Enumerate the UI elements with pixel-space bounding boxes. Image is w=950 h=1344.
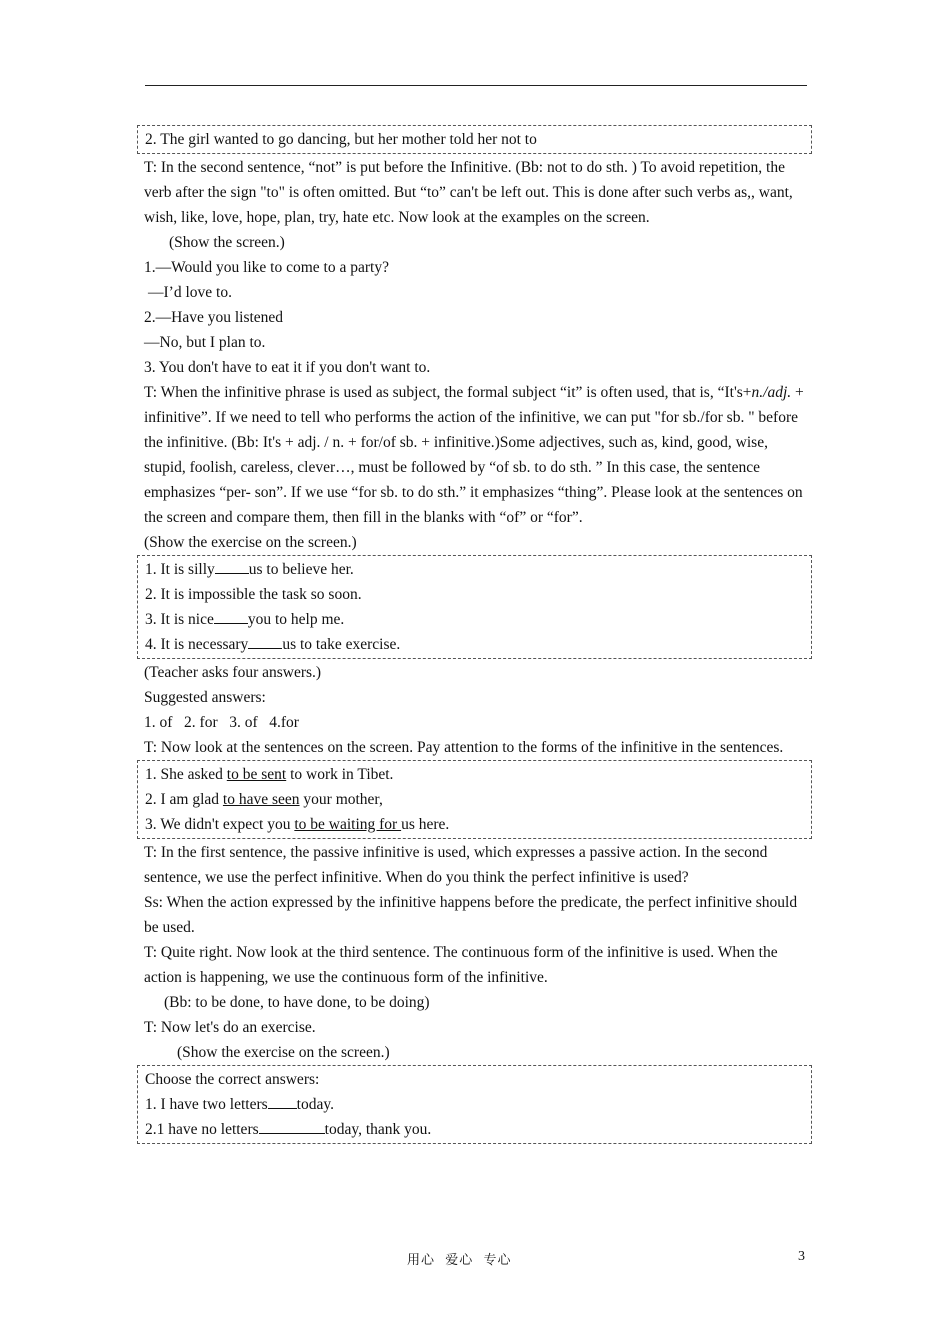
show-screen-note: (Show the screen.)	[169, 234, 285, 251]
paragraph-infinitive-not: T: In the second sentence, “not” is put before the Infinitive. (Bb: not to do sth. ) To avoid repetition, the verb after the sign "to" is often omitted. But “to” can't be left out. This is done after such verbs as,, want, wish, like, love, hope, plan, try, hate etc. Now look at the examples on the screen.	[144, 159, 793, 226]
paragraph-continuous: T: Quite right. Now look at the third sentence. The continuous form of the infinitive is used. When the action is happening, we use the continuous form of the infinitive.	[144, 944, 778, 986]
blank	[215, 559, 249, 574]
example-1-answer: —I’d love to.	[148, 284, 232, 301]
show-exercise-note-2: (Show the exercise on the screen.)	[177, 1044, 390, 1061]
exercise-line-3: 3. It is nice you to help me.	[145, 611, 345, 628]
blank	[214, 609, 248, 624]
paragraph-formal-subject: T: When the infinitive phrase is used as subject, the formal subject “it” is often used, that is, “It's+n./adj. + infinitive”. If we need to tell who performs the action of the infinitive, we can put "for sb./for sb. " before the infinitive. (Bb: It's + adj. / n. + for/of sb. + infinitive.)Some adjectives, such as, kind, good, wise, stupid, foolish, careless, clever…, must be followed by “of sb. to do sth. ” In this case, the sentence emphasizes “per- son”. If we use “for sb. to do sth.” it emphasizes “thing”. Please look at the sentences on the screen and compare them, then fill in the blanks with “of” or “for”.	[144, 384, 804, 526]
footer-motto: 用心 爱心 专心	[407, 1253, 512, 1268]
blank	[248, 634, 282, 649]
exercise-box-of-for	[137, 555, 812, 659]
blackboard-note: (Bb: to be done, to have done, to be doing)	[164, 994, 430, 1011]
paragraph-students-answer: Ss: When the action expressed by the infinitive happens before the predicate, the perfect infinitive should be used.	[144, 894, 798, 936]
example-2-answer: —No, but I plan to.	[144, 334, 266, 351]
forms-example-2: 2. I am glad to have seen your mother,	[145, 791, 383, 808]
paragraph-passive-perfect: T: In the first sentence, the passive infinitive is used, which expresses a passive action. In the second sentence, we use the perfect infinitive. When do you think the perfect infinitive is used?	[144, 844, 768, 886]
forms-example-1: 1. She asked to be sent to work in Tibet.	[145, 766, 394, 783]
example-box-1	[137, 125, 812, 154]
example-2-question: 2.—Have you listened	[144, 309, 284, 326]
blank	[268, 1094, 297, 1109]
choose-answers-box	[137, 1065, 812, 1144]
choose-line-1: 1. I have two letters today.	[145, 1096, 334, 1113]
header-rule	[145, 85, 807, 86]
suggested-answers-label: Suggested answers:	[144, 689, 266, 706]
example-1-question: 1.—Would you like to come to a party?	[144, 259, 389, 276]
paragraph-forms-intro: T: Now look at the sentences on the screen. Pay attention to the forms of the infinitive in the sentences.	[144, 739, 784, 756]
example-3: 3. You don't have to eat it if you don't want to.	[144, 359, 431, 376]
page-number: 3	[798, 1249, 805, 1264]
choose-line-2: 2.1 have no letters today, thank you.	[145, 1121, 432, 1138]
forms-example-3: 3. We didn't expect you to be waiting for us here.	[145, 816, 450, 833]
page-content	[144, 125, 809, 1145]
exercise-line-2: 2. It is impossible the task so soon.	[145, 586, 362, 603]
exercise-intro: T: Now let's do an exercise.	[144, 1019, 316, 1036]
blank	[259, 1119, 325, 1134]
choose-answers-title: Choose the correct answers:	[145, 1071, 320, 1088]
teacher-asks-note: (Teacher asks four answers.)	[144, 664, 322, 681]
show-exercise-note-1: (Show the exercise on the screen.)	[144, 534, 357, 551]
forms-example-box	[137, 760, 812, 839]
box1-line: 2. The girl wanted to go dancing, but her mother told her not to	[145, 131, 537, 148]
exercise-line-1: 1. It is silly us to believe her.	[145, 561, 354, 578]
exercise-line-4: 4. It is necessary us to take exercise.	[145, 636, 401, 653]
suggested-answers: 1. of 2. for 3. of 4.for	[144, 714, 299, 731]
